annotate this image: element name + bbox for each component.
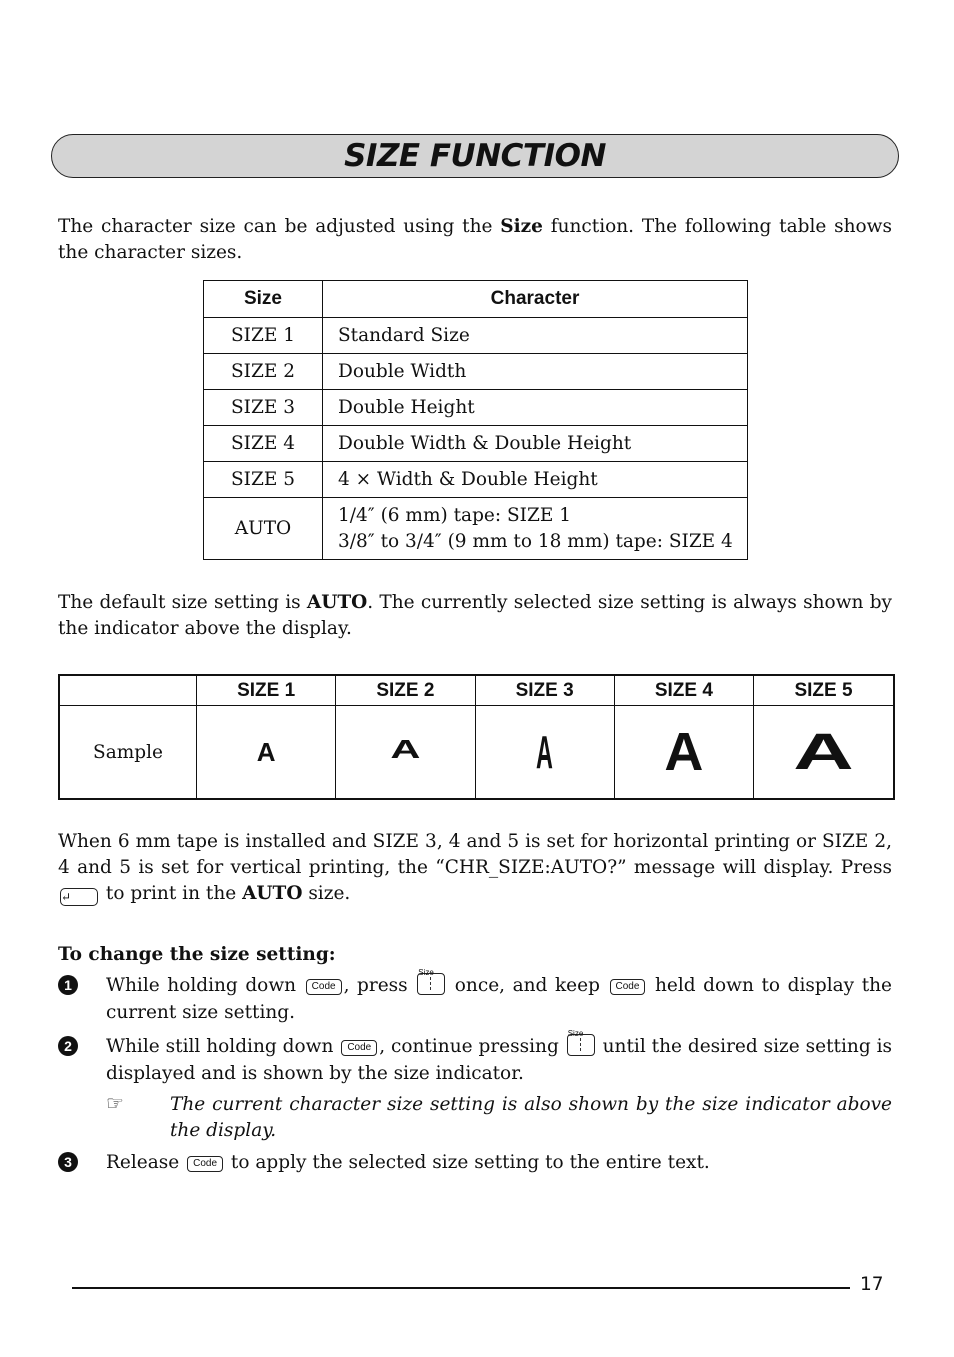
warning-text: When 6 mm tape is installed and SIZE 3, 4 and 5 is set for horizontal printing or SIZE 2, 4 and 5 is set for vertical printing, the “CHR_SIZE:AUTO?” message will display. Press [58, 831, 892, 878]
character-cell: Double Width [323, 354, 748, 390]
header-size: Size [204, 281, 323, 318]
note-text: The current character size setting is also shown by the size indicator above the display. [170, 1094, 892, 1141]
code-key-icon: Code [187, 1156, 223, 1172]
sample-glyph-size-3: A [536, 724, 554, 779]
character-cell: 4 × Width & Double Height [323, 462, 748, 498]
step-1 [58, 968, 892, 1026]
sample-size-3 [475, 706, 614, 800]
size-cell: SIZE 4 [204, 426, 323, 462]
step-1-part-a: While holding down [106, 975, 304, 996]
sample-row [59, 706, 894, 800]
page-number: 17 [860, 1274, 884, 1295]
code-key-icon: Code [341, 1040, 377, 1056]
size-table [203, 280, 748, 560]
header-character: Character [323, 281, 748, 318]
character-cell: Standard Size [323, 318, 748, 354]
enter-key-icon: ↵ [60, 888, 98, 906]
header-size-5: SIZE 5 [754, 675, 895, 706]
sample-size-5 [754, 706, 895, 800]
sample-size-1 [197, 706, 336, 800]
step-2 [58, 1029, 892, 1087]
character-cell-auto [323, 498, 748, 560]
step-3-part-a: Release [106, 1152, 186, 1173]
header-size-2: SIZE 2 [336, 675, 475, 706]
step-2-part-b: , continue pressing [379, 1036, 565, 1057]
size-cell: SIZE 5 [204, 462, 323, 498]
auto-line-2: 3/8″ to 3/4″ (9 mm to 18 mm) tape: SIZE 4 [338, 530, 733, 552]
step-number-2: 2 [58, 1036, 78, 1056]
size-table-header [204, 281, 748, 318]
pointing-hand-icon: ☞ [106, 1091, 124, 1115]
step-2-part-a: While still holding down [106, 1036, 340, 1057]
size-cell: SIZE 3 [204, 390, 323, 426]
sample-glyph-size-2: A [390, 734, 421, 764]
table-row [204, 426, 748, 462]
step-number-1: 1 [58, 975, 78, 995]
step-1-part-c: once, and keep [447, 975, 608, 996]
step-1-part-b: , press [343, 975, 416, 996]
warning-bold-auto: AUTO [242, 883, 303, 904]
intro-text: The character size can be adjusted using the [58, 216, 501, 237]
table-row [204, 390, 748, 426]
default-bold-auto: AUTO [306, 592, 368, 613]
procedure-heading: To change the size setting: [58, 944, 336, 965]
note [106, 1092, 892, 1144]
step-3-text [106, 1149, 892, 1176]
size-key-icon [567, 1029, 595, 1056]
sample-table [58, 674, 895, 800]
size-key-label: Size [567, 1029, 584, 1038]
default-text-end: . The currently selected size setting is always shown by the indicator above the display. [58, 592, 892, 639]
step-3 [58, 1149, 892, 1177]
size-cell-auto: AUTO [204, 498, 323, 560]
sample-glyph-size-1: A [256, 736, 276, 767]
footer-rule [72, 1287, 850, 1289]
character-cell: Double Height [323, 390, 748, 426]
default-paragraph [58, 590, 892, 642]
size-cell: SIZE 1 [204, 318, 323, 354]
step-1-text [106, 968, 892, 1026]
table-row [204, 318, 748, 354]
step-3-part-b: to apply the selected size setting to the entire text. [225, 1152, 710, 1173]
code-key-icon: Code [306, 979, 342, 995]
sample-label: Sample [59, 706, 197, 800]
sample-size-4 [614, 706, 753, 800]
intro-text-end: function. The following table shows the character sizes. [58, 216, 892, 263]
step-2-part-c: until the desired size setting is displayed and is shown by the size indicator. [106, 1036, 892, 1084]
warning-paragraph [58, 829, 892, 907]
warning-text-end: size. [302, 883, 351, 904]
size-key-icon [417, 968, 445, 995]
sample-table-header [59, 675, 894, 706]
character-cell: Double Width & Double Height [323, 426, 748, 462]
table-row-auto [204, 498, 748, 560]
size-key-label: Size [418, 968, 434, 977]
section-title-bar [51, 134, 899, 178]
code-key-icon: Code [610, 979, 646, 995]
step-number-3: 3 [58, 1152, 78, 1172]
sample-size-2 [336, 706, 475, 800]
page-title: SIZE FUNCTION [344, 138, 606, 174]
sample-glyph-size-4: A [664, 722, 704, 782]
intro-paragraph [58, 214, 892, 266]
intro-bold-size: Size [500, 216, 543, 237]
header-empty [59, 675, 197, 706]
warning-text-mid: to print in the [100, 883, 243, 904]
table-row [204, 354, 748, 390]
auto-line-1: 1/4″ (6 mm) tape: SIZE 1 [338, 504, 571, 526]
table-row [204, 462, 748, 498]
default-text: The default size setting is [58, 592, 307, 613]
step-2-text [106, 1029, 892, 1087]
step-1-part-d: held down to display the current size setting. [106, 975, 892, 1023]
header-size-4: SIZE 4 [614, 675, 753, 706]
header-size-1: SIZE 1 [197, 675, 336, 706]
size-cell: SIZE 2 [204, 354, 323, 390]
sample-glyph-size-5: A [793, 723, 854, 781]
header-size-3: SIZE 3 [475, 675, 614, 706]
